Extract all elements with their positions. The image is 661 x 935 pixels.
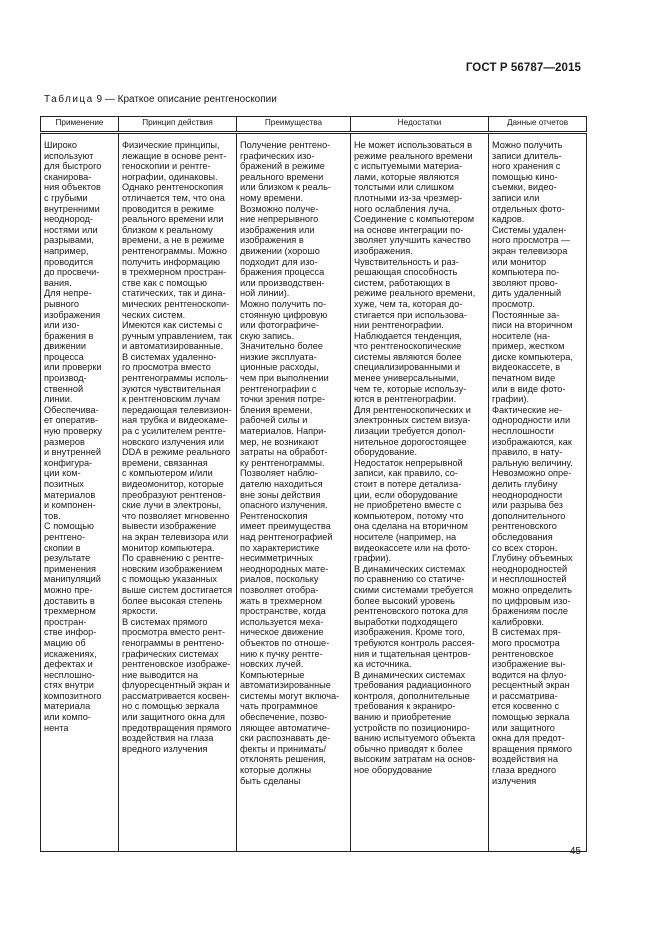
table-row bbox=[41, 133, 587, 852]
caption-label: Таблица bbox=[44, 94, 94, 105]
document-standard-number: ГОСТ Р 56787—2015 bbox=[465, 62, 581, 74]
cell-principle: Физические принципы, лежащие в основе рент- геноскопии и рентге- нографии, одинаковы. Однако рентгеноскопия отличается тем, что она проводится в режиме реального времени или близком к реальному времени, а не в режиме рентгенограммы. Можно получить информацию в трехмерном простран- стве как с помощью статических, так и дина- мических рентгеноскопи- ческих систем. Имеются как системы с ручным управлением, так и автоматизированные. В системах удаленно- го просмотра вместо рентгенограммы исполь- зуются чувствительная к рентгеновским лучам передающая телевизион- ная трубка и видеокаме- ра с усилителем рентге- новского излучения или DDA в режиме реального времени, связанная с компьютером и/или видеомонитор, которые преобразуют рентгенов- ские лучи в электроны, что позволяет мгновенно вывести изображение на экран телевизора или монитор компьютера. По сравнению с рентге- новским изображением с помощью указанных выше систем достигается более высокая степень яркости. В системах прямого просмотра вместо рент- генограммы в рентгено- графических системах рентгеновское изображе- ние выводится на флуоресцентный экран и рассматривается косвен- но с помощью зеркала или защитного окна для предотвращения прямого воздействия на глаза вредного излучения bbox=[119, 133, 237, 852]
cell-report-data: Можно получить записи длитель- ного хранения с помощью кино- съемки, видео- записи или отдельных фото- кадров. Системы удален- ного просмотра — экран телевизора или монитор компьютера по- зволяют прово- дить удаленный просмотр. Постоянные за- писи на вторичном носителе (на- пример, жестком диске компьютера, видеокассете, в печатном виде или в виде фото- графии). Фактические не- однородности или несплошности изображаются, как правило, в нату- ральную величину. Невозможно опре- делить глубину неоднородности или разрыва без дополнительного рентгеновского обследования со всех сторон. Глубину объемных неоднородностей и несплошностей можно определить по цифровым изо- бражениям после калибровки. В системах пря- мого просмотра рентгеновское изображение вы- водится на флуо- ресцентный экран и рассматрива- ется косвенно с помощью зеркала или защитного окна для предот- вращения прямого воздействия на глаза вредного излучения bbox=[489, 133, 587, 852]
caption-number: 9 bbox=[96, 94, 103, 105]
cell-application: Широко используют для быстрого сканирова- ния объектов с грубыми внутренними неоднород- ностями или разрывами, например, проводится до просвечи- вания. Для непре- рывного изображения или изо- бражения в движении процесса или проверки производ- ственной линии. Обеспечива- ет оператив- ную проверку размеров и внутренней конфигура- ции ком- позитных материалов и компонен- тов. С помощью рентгено- скопии в результате применения манипуляций можно пре- доставить в трехмерном простран- стве инфор- мацию об искажениях, дефектах и несплошно- стях внутри композитного материала или компо- нента bbox=[41, 133, 119, 852]
fluoroscopy-summary-table bbox=[40, 116, 587, 852]
table-caption bbox=[44, 94, 277, 105]
column-header-advantages: Преимущества bbox=[237, 117, 351, 133]
cell-disadvantages: Не может использоваться в режиме реального времени с испытуемыми материа- лами, которые являются толстыми или слишком плотными из-за чрезмер- ного ослабления луча. Соединение с компьютером на основе интеграции по- зволяет улучшить качество изображения. Чувствительность и раз- решающая способность систем, работающих в режиме реального времени, хуже, чем та, которая до- стигается при использова- нии рентгенографии. Наблюдается тенденция, что рентгеноскопические системы являются более специализированными и менее универсальными, чем те, которые использу- ются в рентгенографии. Для рентгеноскопических и электронных систем визуа- лизации требуется допол- нительное дорогостоящее оборудование. Недостаток непрерывной записи, как правило, со- стоит в потере детализа- ции, если оборудование не приобретено вместе с компьютером, потому что она сделана на вторичном носителе (например, на видеокассете или на фото- графии). В динамических системах по сравнению со статиче- скими системами требуется более высокий уровень рентгеновского потока для выработки подходящего изображения. Кроме того, требуются контроль рассея- ния и тщательная центров- ка источника. В динамических системах требования радиационного контроля, дополнительные требования к экраниро- ванию и приобретение устройств по позициониро- ванию испытуемого объекта обычно приводят к более высоким затратам на основ- ное оборудование bbox=[351, 133, 489, 852]
column-header-report-data: Данные отчетов bbox=[489, 117, 587, 133]
column-header-disadvantages: Недостатки bbox=[351, 117, 489, 133]
table-header-row bbox=[41, 117, 587, 133]
page-number: 45 bbox=[569, 846, 581, 857]
column-header-principle: Принцип действия bbox=[119, 117, 237, 133]
cell-advantages: Получение рентгено- графических изо- бражений в режиме реального времени или близком к реаль- ному времени. Возможно получе- ние непрерывного изображения или изображения в движении (хорошо подходит для изо- бражения процесса или производствен- ной линии). Можно получить по- стоянную цифровую или фотографиче- скую запись. Значительно более низкие эксплуата- ционные расходы, чем при выполнении рентгенографии с точки зрения потре- бления времени, рабочей силы и материалов. Напри- мер, не возникают затраты на обработ- ку рентгенограммы. Позволяет наблю- дателю находиться вне зоны действия опасного излучения. Рентгеноскопия имеет преимущества над рентгенографией по характеристике несимметричных неоднородных мате- риалов, поскольку позволяет отобра- жать в трехмерном пространстве, когда используется меха- ническое движение объектов по отноше- нию к пучку рентге- новских лучей. Компьютерные автоматизированные системы могут включа- чать программное обеспечение, позво- ляющее автоматиче- ски распознавать де- фекты и принимать/ отклонять решения, которые должны быть сделаны bbox=[237, 133, 351, 852]
column-header-application: Применение bbox=[41, 117, 119, 133]
caption-text: — Краткое описание рентгеноскопии bbox=[102, 94, 277, 105]
